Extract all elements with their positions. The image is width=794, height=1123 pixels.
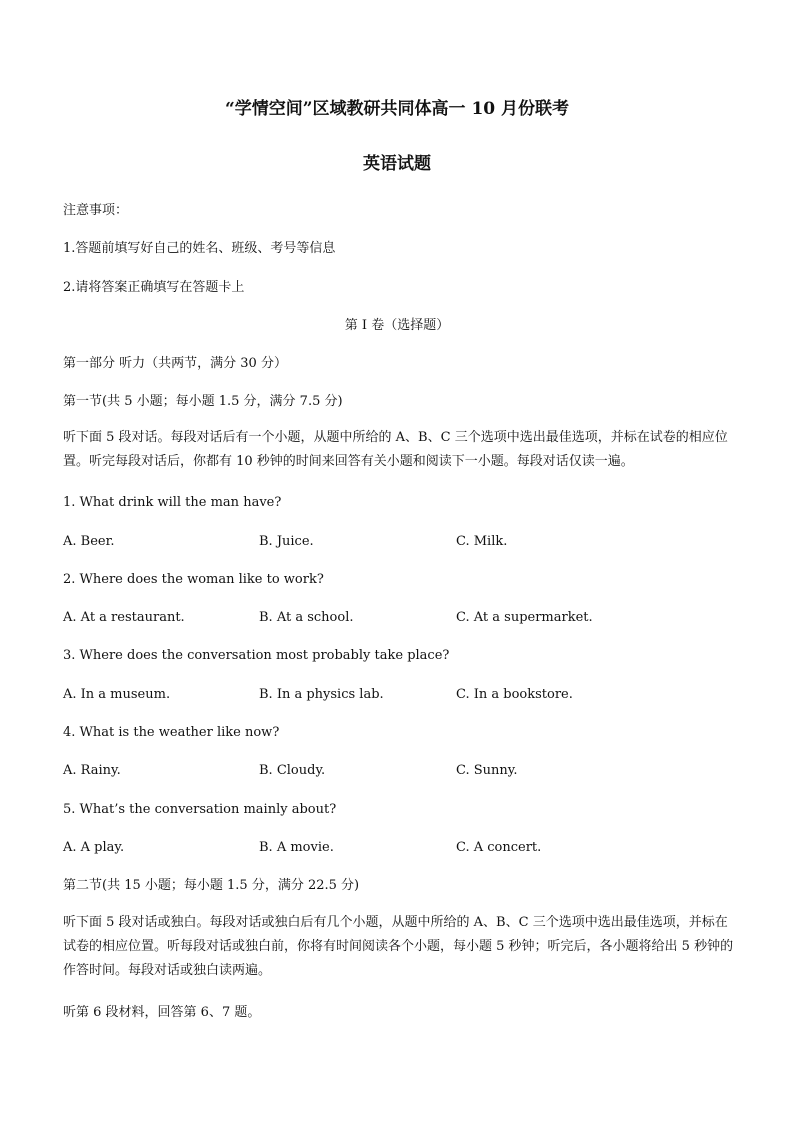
section1-heading: 第一节(共 5 小题；每小题 1.5 分，满分 7.5 分) bbox=[63, 394, 343, 409]
q3-option-b: B. In a physics lab. bbox=[259, 687, 384, 702]
q3-option-a: A. In a museum. bbox=[63, 687, 171, 702]
question-5: 5. What’s the conversation mainly about? bbox=[63, 802, 337, 817]
question-3: 3. Where does the conversation most probably take place? bbox=[63, 648, 450, 663]
note-item-1: 1.答题前填写好自己的姓名、班级、考号等信息 bbox=[63, 241, 336, 256]
q4-option-c: C. Sunny. bbox=[456, 763, 518, 778]
material-note: 听第 6 段材料，回答第 6、7 题。 bbox=[63, 1005, 261, 1020]
part1-heading: 第一部分 听力（共两节，满分 30 分） bbox=[63, 356, 287, 371]
q3-option-c: C. In a bookstore. bbox=[456, 687, 573, 702]
note-item-2: 2.请将答案正确填写在答题卡上 bbox=[63, 280, 245, 295]
question-4: 4. What is the weather like now? bbox=[63, 725, 280, 740]
exam-title: “学情空间”区域教研共同体高一 10 月份联考 bbox=[224, 99, 570, 119]
q1-option-b: B. Juice. bbox=[259, 534, 314, 549]
q2-option-b: B. At a school. bbox=[259, 610, 354, 625]
section2-heading: 第二节(共 15 小题；每小题 1.5 分，满分 22.5 分) bbox=[63, 878, 360, 893]
q4-option-a: A. Rainy. bbox=[63, 763, 121, 778]
q2-option-a: A. At a restaurant. bbox=[63, 610, 185, 625]
question-2: 2. Where does the woman like to work? bbox=[63, 572, 324, 587]
exam-subtitle: 英语试题 bbox=[363, 154, 431, 174]
q1-option-a: A. Beer. bbox=[63, 534, 115, 549]
q2-option-c: C. At a supermarket. bbox=[456, 610, 593, 625]
section1-instructions: 听下面 5 段对话。每段对话后有一个小题，从题中所给的 A、B、C 三个选项中选出最佳选项，并标在试卷的相应位置。听完每段对话后，你都有 10 秒钟的时间来回答有关小题和阅读下一小题。每段对话仅读一遍。 bbox=[63, 430, 728, 469]
q5-option-b: B. A movie. bbox=[259, 840, 334, 855]
question-1: 1. What drink will the man have? bbox=[63, 495, 282, 510]
volume-title: 第 I 卷（选择题） bbox=[344, 318, 450, 333]
q5-option-c: C. A concert. bbox=[456, 840, 542, 855]
q5-option-a: A. A play. bbox=[63, 840, 125, 855]
q1-option-c: C. Milk. bbox=[456, 534, 508, 549]
notes-heading: 注意事项： bbox=[63, 203, 129, 218]
q4-option-b: B. Cloudy. bbox=[259, 763, 326, 778]
section2-instructions: 听下面 5 段对话或独白。每段对话或独白后有几个小题，从题中所给的 A、B、C 三个选项中选出最佳选项，并标在试卷的相应位置。听每段对话或独白前，你将有时间阅读各个小题，每小题 5 秒钟；听完后，各小题将给出 5 秒钟的作答时间。每段对话或独白读两遍。 bbox=[63, 915, 734, 978]
